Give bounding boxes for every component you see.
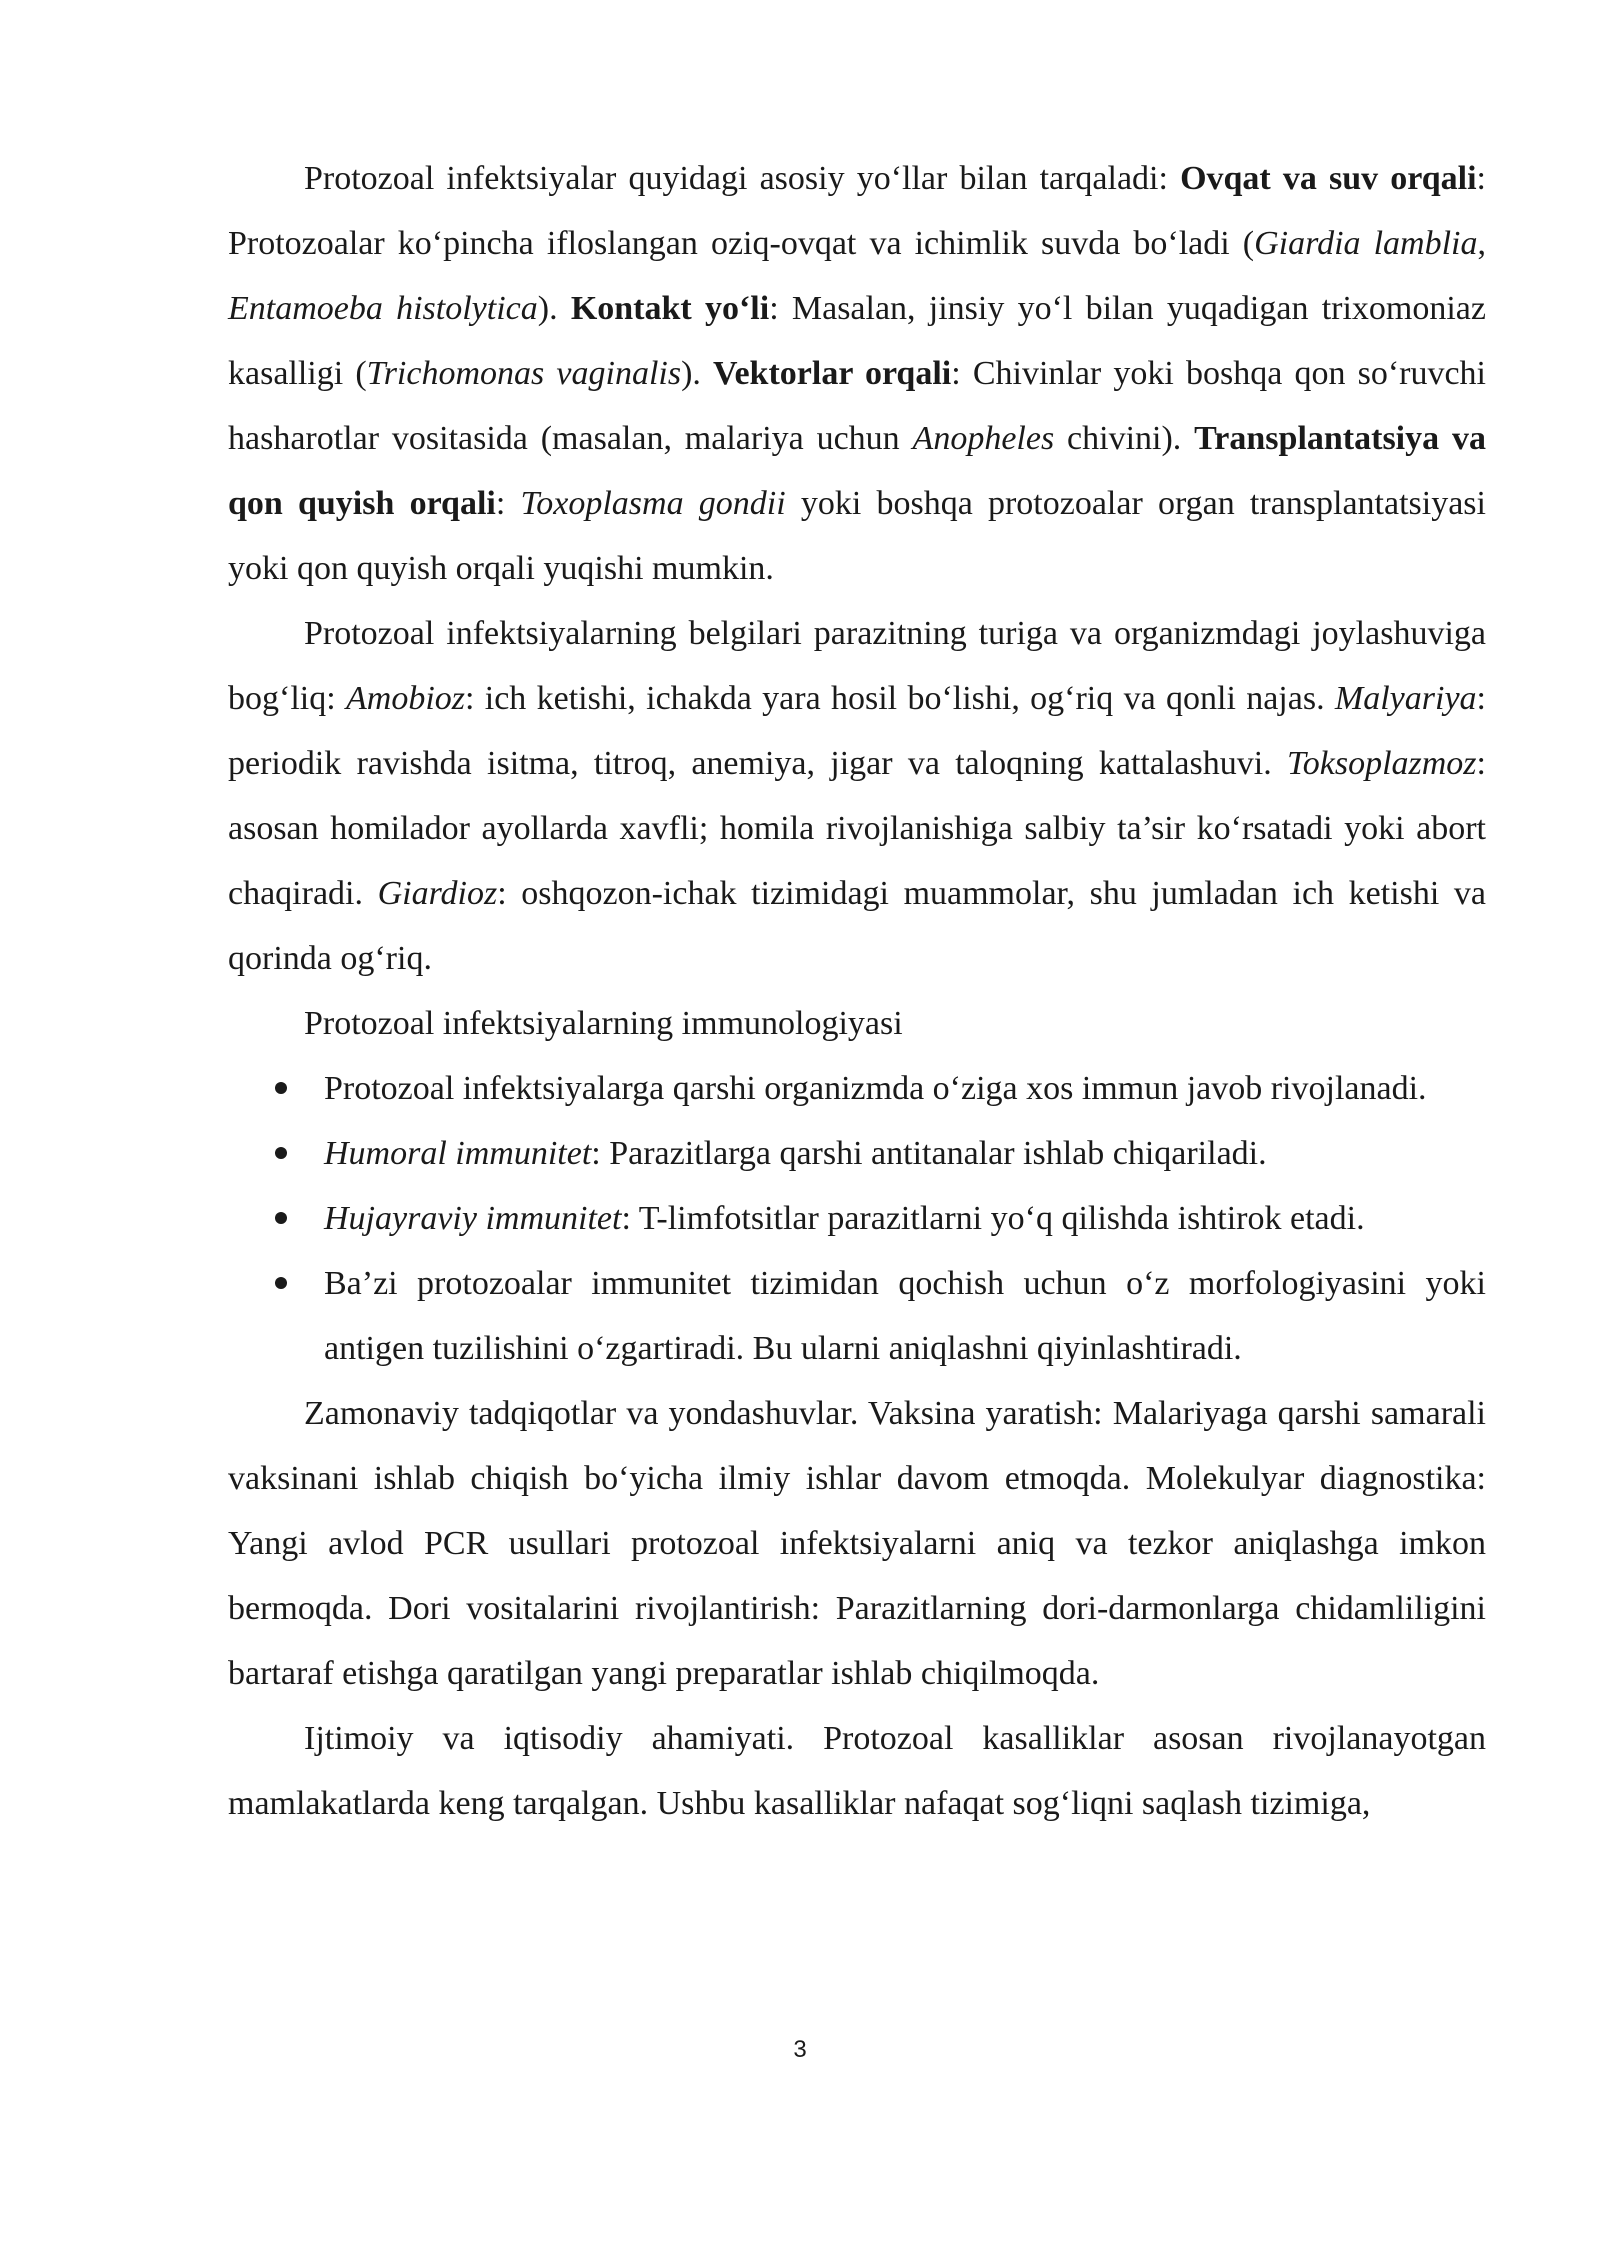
bold-term: Transplantatsiya va qon quyish orqali: [228, 420, 1486, 522]
text-run: Protozoal infektsiyalarning belgilari parazitning turiga va organizmdagi joylashuviga bog‘liq:: [228, 615, 1486, 717]
text-run: :: [495, 485, 521, 522]
bullet-dot-icon: [275, 1212, 287, 1224]
bold-term: Kontakt yo‘li: [570, 290, 770, 327]
bullet-text: : Parazitlarga qarshi antitanalar ishlab chiqariladi.: [591, 1135, 1267, 1172]
bold-term: Ovqat va suv orqali: [1180, 160, 1477, 197]
text-run: : oshqozon-ichak tizimidagi muammolar, shu jumladan ich ketishi va qorinda og‘riq.: [228, 875, 1486, 977]
text-run: chivini).: [1054, 420, 1195, 457]
text-run: : Chivinlar yoki boshqa qon so‘ruvchi hasharotlar vositasida (masalan, malariya uchun: [228, 355, 1487, 457]
paragraph-symptoms: [228, 601, 1486, 991]
text-run: : Protozoalar ko‘pincha ifloslangan oziq-ovqat va ichimlik suvda bo‘ladi (: [228, 160, 1486, 262]
species-name: Toxoplasma gondii: [520, 485, 786, 522]
bullet-term: Humoral immunitet: [324, 1135, 592, 1172]
bold-term: Vektorlar orqali: [713, 355, 952, 392]
page-body: [228, 146, 1486, 1836]
text-run: : periodik ravishda isitma, titroq, anemiya, jigar va taloqning kattalashuvi.: [228, 680, 1486, 782]
list-item: [228, 1251, 1486, 1381]
paragraph-immunology-heading: Protozoal infektsiyalarning immunologiyasi: [304, 1005, 903, 1042]
bullet-text: Protozoal infektsiyalarga qarshi organizmda o‘ziga xos immun javob rivojlanadi.: [324, 1070, 1427, 1107]
text-run: ).: [681, 355, 714, 392]
bullet-dot-icon: [275, 1277, 287, 1289]
page-number: 3: [793, 2036, 807, 2063]
disease-name: Malyariya: [1334, 680, 1477, 717]
disease-name: Giardioz: [377, 875, 498, 912]
bullet-text: Ba’zi protozoalar immunitet tizimidan qochish uchun o‘z morfologiyasini yoki antigen tuzilishini o‘zgartiradi. Bu ularni aniqlashni qiyinlashtiradi.: [324, 1265, 1486, 1367]
text-run: yoki boshqa protozoalar organ transplantatsiyasi yoki qon quyish orqali yuqishi mumkin.: [228, 485, 1486, 587]
paragraph-social-economic: Ijtimoiy va iqtisodiy ahamiyati. Protozoal kasalliklar asosan rivojlanayotgan mamlakatlarda keng tarqalgan. Ushbu kasalliklar nafaqat sog‘liqni saqlash tizimiga,: [228, 1720, 1486, 1822]
species-name: Anopheles: [912, 420, 1055, 457]
paragraph-transmission: [228, 146, 1486, 601]
list-item: [228, 1056, 1486, 1121]
species-name: Entamoeba histolytica: [228, 290, 538, 327]
bullet-dot-icon: [275, 1082, 287, 1094]
paragraph-modern-research: Zamonaviy tadqiqotlar va yondashuvlar. Vaksina yaratish: Malariyaga qarshi samarali vaksinani ishlab chiqish bo‘yicha ilmiy ishlar davom etmoqda. Molekulyar diagnostika: Yangi avlod PCR usullari protozoal infektsiyalarni aniq va tezkor aniqlashga imkon bermoqda. Dori vositalarini rivojlantirish: Parazitlarning dori-darmonlarga chidamliligini bartaraf etishga qaratilgan yangi preparatlar ishlab chiqilmoqda.: [228, 1395, 1486, 1692]
disease-name: Toksoplazmoz: [1286, 745, 1477, 782]
species-name: Giardia lamblia: [1254, 225, 1478, 262]
list-item: [228, 1186, 1486, 1251]
bullet-term: Hujayraviy immunitet: [324, 1200, 622, 1237]
text-run: ,: [1477, 225, 1486, 262]
text-run: : Masalan, jinsiy yo‘l bilan yuqadigan trixomoniaz kasalligi (: [228, 290, 1486, 392]
immunology-bullet-list: [228, 1056, 1486, 1381]
species-name: Trichomonas vaginalis: [366, 355, 682, 392]
text-run: : asosan homilador ayollarda xavfli; homila rivojlanishiga salbiy ta’sir ko‘rsatadi yoki abort chaqiradi.: [228, 745, 1486, 912]
text-run: : ich ketishi, ichakda yara hosil bo‘lishi, og‘riq va qonli najas.: [465, 680, 1335, 717]
bullet-text: : T-limfotsitlar parazitlarni yo‘q qilishda ishtirok etadi.: [621, 1200, 1365, 1237]
disease-name: Amobioz: [346, 680, 465, 717]
text-run: Protozoal infektsiyalar quyidagi asosiy yo‘llar bilan tarqaladi:: [304, 160, 1181, 197]
text-run: ).: [537, 290, 571, 327]
list-item: [228, 1121, 1486, 1186]
bullet-dot-icon: [275, 1147, 287, 1159]
